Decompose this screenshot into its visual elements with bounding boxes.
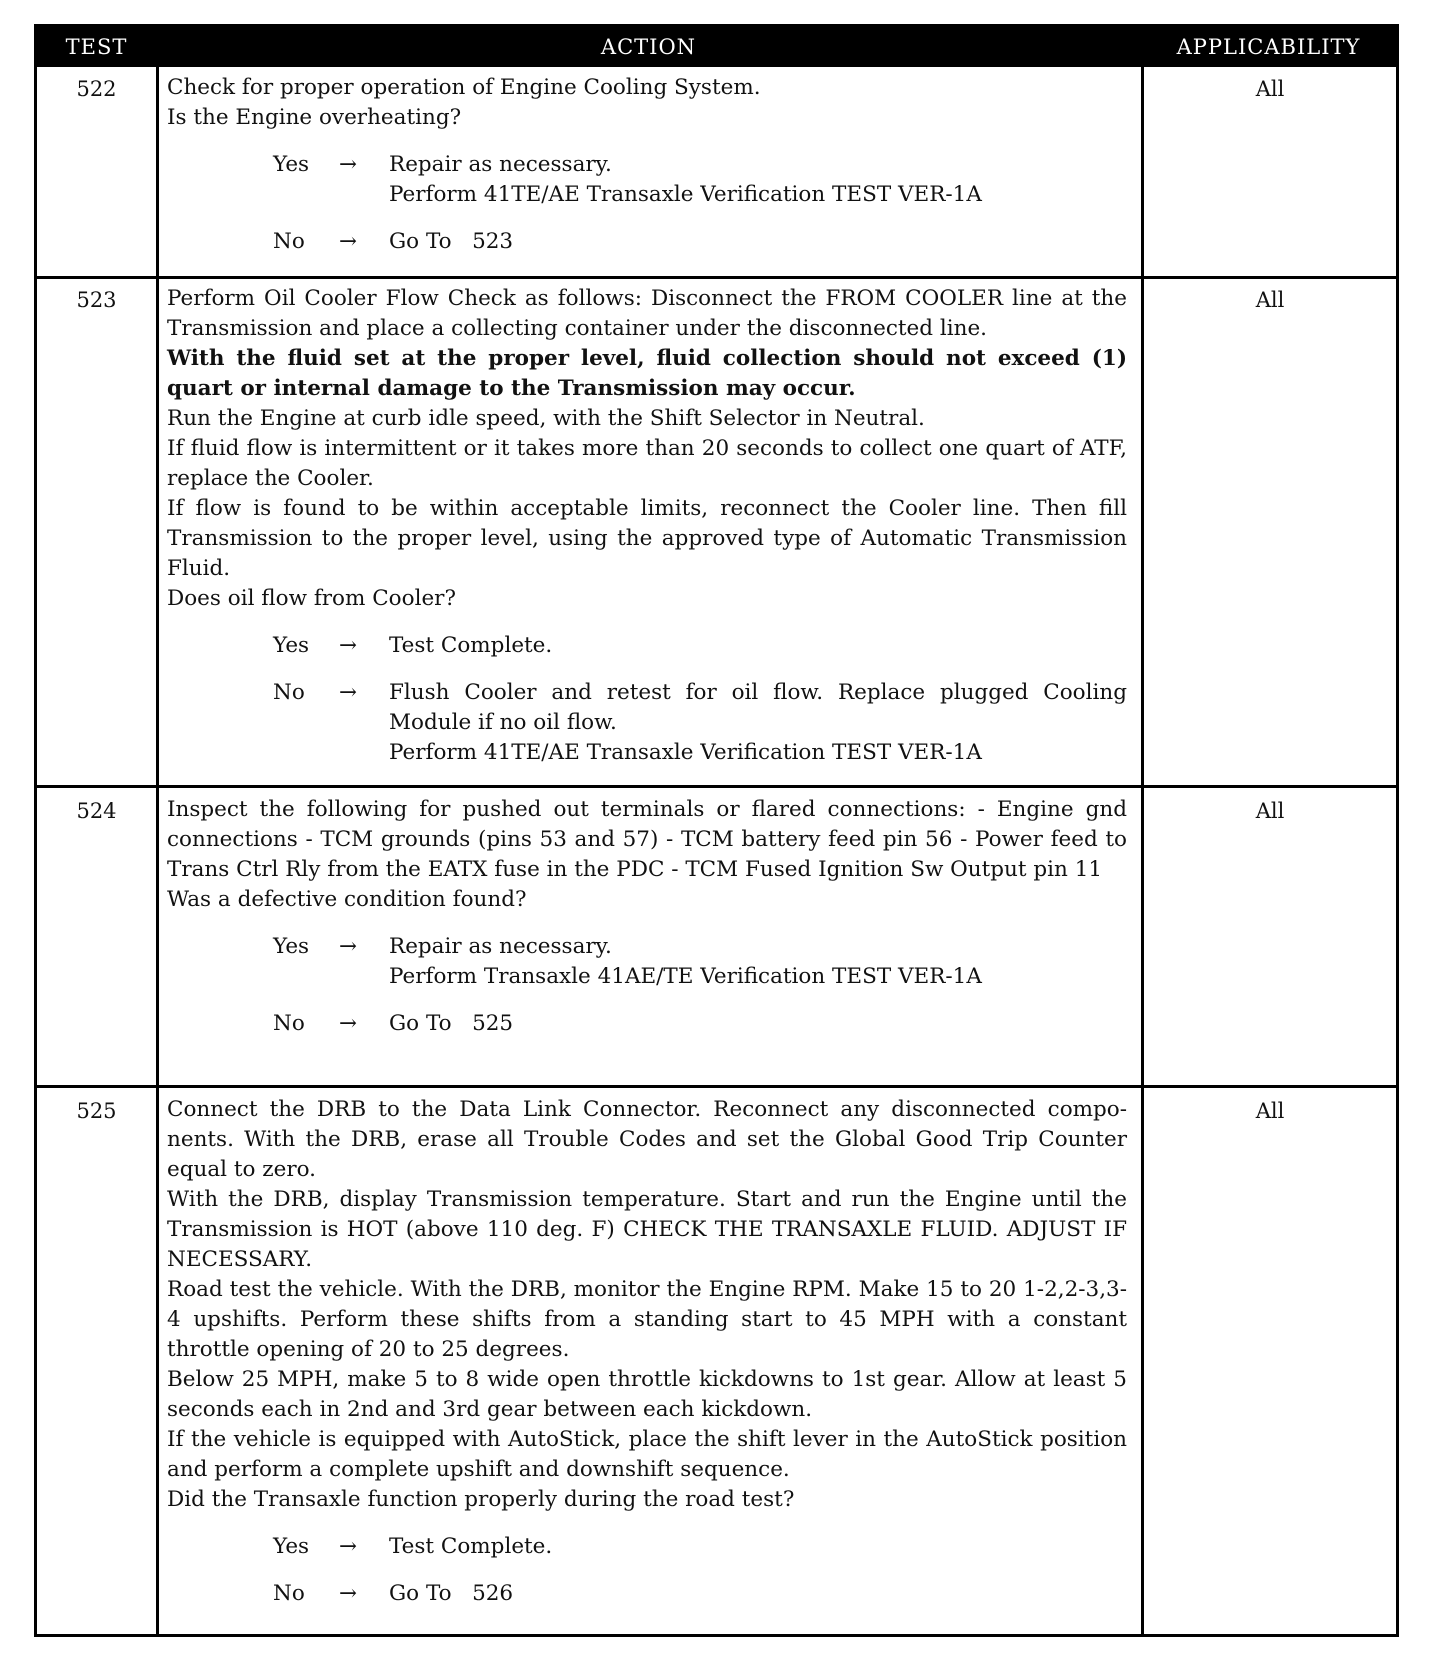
response-line: Perform 41TE/AE Transaxle Verification TEST VER-1A	[389, 740, 982, 765]
action-paragraph: Connect the DRB to the Data Link Connector. Reconnect any disconnected compo-nents. With the DRB, erase all Trouble Codes and set the Global Good Trip Counter equal to zero.	[167, 1097, 1127, 1182]
no-response	[167, 1009, 1127, 1039]
applicability-value: All	[1255, 288, 1285, 312]
action-text	[167, 795, 1127, 1039]
action-paragraph: Below 25 MPH, make 5 to 8 wide open throttle kickdowns to 1st gear. Allow at least 5 seconds each in 2nd and 3rd gear between each kickdown.	[167, 1367, 1127, 1422]
no-label: No	[273, 1011, 305, 1036]
no-label: No	[273, 1581, 305, 1606]
action-paragraph: Perform Oil Cooler Flow Check as follows: Disconnect the FROM COOLER line at the Transmission and place a collecting container under the disconnected line.	[167, 286, 1127, 341]
action-paragraph: With the DRB, display Transmission temperature. Start and run the Engine until the Transmission is HOT (above 110 deg. F) CHECK THE TRANSAXLE FLUID. ADJUST IF NECESSARY.	[167, 1187, 1127, 1272]
header-action: ACTION	[600, 35, 697, 59]
action-paragraph: Check for proper operation of Engine Cooling System.	[167, 75, 761, 100]
action-paragraph: Did the Transaxle function properly during the road test?	[167, 1487, 795, 1512]
action-paragraph: If flow is found to be within acceptable limits, reconnect the Cooler line. Then fill Transmission to the proper level, using the approved type of Automatic Transmission Fluid.	[167, 496, 1127, 581]
header-applicability: APPLICABILITY	[1176, 35, 1361, 59]
arrow-icon: →	[339, 633, 358, 658]
column-divider	[156, 27, 159, 1634]
arrow-icon: →	[339, 1581, 358, 1606]
action-paragraph: If fluid flow is intermittent or it takes more than 20 seconds to collect one quart of ATF, replace the Cooler.	[167, 436, 1127, 491]
table-header	[37, 27, 1396, 67]
yes-response	[167, 150, 1127, 210]
arrow-icon: →	[339, 680, 358, 705]
test-number: 522	[76, 77, 117, 101]
yes-response	[167, 932, 1127, 992]
yes-label: Yes	[273, 1534, 310, 1559]
response-line: Repair as necessary.	[389, 934, 612, 959]
response-line: Test Complete.	[389, 1534, 553, 1559]
row-divider	[37, 785, 1396, 788]
action-paragraph: Does oil flow from Cooler?	[167, 586, 456, 611]
no-response	[167, 678, 1127, 768]
no-response	[167, 1579, 1127, 1609]
test-number: 523	[76, 288, 117, 312]
row-divider	[37, 276, 1396, 279]
action-paragraph: If the vehicle is equipped with AutoStick, place the shift lever in the AutoStick position and perform a complete upshift and downshift sequence.	[167, 1427, 1127, 1482]
applicability-value: All	[1255, 799, 1285, 823]
action-paragraph: Road test the vehicle. With the DRB, monitor the Engine RPM. Make 15 to 20 1-2,2-3,3-4 upshifts. Perform these shifts from a standing start to 45 MPH with a constant throttle opening of 20 to 25 degrees.	[167, 1277, 1127, 1362]
header-test: TEST	[65, 35, 128, 59]
arrow-icon: →	[339, 229, 358, 254]
action-paragraph: Run the Engine at curb idle speed, with the Shift Selector in Neutral.	[167, 406, 925, 431]
response-line: Go To 525	[389, 1011, 514, 1036]
test-number: 525	[76, 1099, 117, 1123]
arrow-icon: →	[339, 1011, 358, 1036]
action-text	[167, 1095, 1127, 1609]
response-line: Go To 526	[389, 1581, 514, 1606]
arrow-icon: →	[339, 934, 358, 959]
yes-label: Yes	[273, 934, 310, 959]
warning-note: With the fluid set at the proper level, fluid collection should not exceed (1) quart or internal damage to the Transmission may occur.	[167, 346, 1127, 401]
column-divider	[1141, 27, 1144, 1634]
applicability-value: All	[1255, 77, 1285, 101]
yes-label: Yes	[273, 633, 310, 658]
no-response	[167, 227, 1127, 257]
yes-response	[167, 1532, 1127, 1562]
row-divider	[37, 1085, 1396, 1088]
diagnostic-table	[34, 24, 1399, 1637]
action-text	[167, 73, 1127, 257]
arrow-icon: →	[339, 152, 358, 177]
response-line: Go To 523	[389, 229, 514, 254]
response-line: Flush Cooler and retest for oil flow. Replace plugged Cooling Module if no oil flow.	[389, 680, 1127, 735]
test-number: 524	[76, 799, 117, 823]
action-paragraph: Inspect the following for pushed out terminals or flared connections: - Engine gnd connections - TCM grounds (pins 53 and 57) - TCM battery feed pin 56 - Power feed to Trans Ctrl Rly from the EATX fuse in the PDC - TCM Fused Ignition Sw Output pin 11	[167, 797, 1127, 882]
response-line: Repair as necessary.	[389, 152, 612, 177]
yes-label: Yes	[273, 152, 310, 177]
response-line: Test Complete.	[389, 633, 553, 658]
response-line: Perform Transaxle 41AE/TE Verification TEST VER-1A	[389, 964, 982, 989]
action-paragraph: Was a defective condition found?	[167, 887, 527, 912]
no-label: No	[273, 229, 305, 254]
action-paragraph: Is the Engine overheating?	[167, 105, 462, 130]
action-text	[167, 284, 1127, 768]
arrow-icon: →	[339, 1534, 358, 1559]
yes-response	[167, 631, 1127, 661]
response-line: Perform 41TE/AE Transaxle Verification TEST VER-1A	[389, 182, 982, 207]
no-label: No	[273, 680, 305, 705]
applicability-value: All	[1255, 1099, 1285, 1123]
